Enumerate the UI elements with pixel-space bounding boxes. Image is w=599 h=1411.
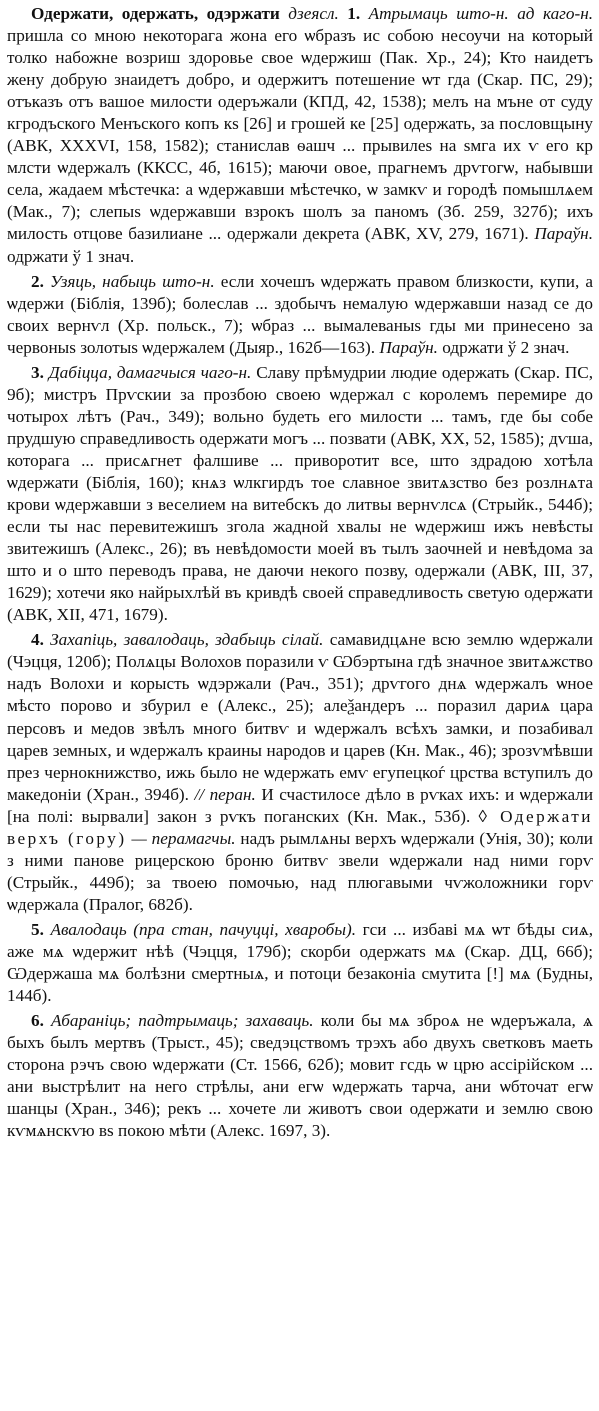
sense-citations: самавидцѧне всю землю ѡдержали (Чэцця, 120б); Полѧцы Волохов поразили ѵ Ѡбэртына гдѣ значное звитѧжство надъ Волохи и корысть ѡдэржали (Рач., 351); дрѵгого днѧ ѡдержалъ ѡное мѣсто порово и збурил е (Алекс., 25); алеѯандеръ ... поразил дариѧ цара персовъ и медов звѣлъ много битвѵ и ѡдержалъ всѣхъ замки, и позабивал царев земных, и ѡдержалъ краины народов и царев (Кн. Мак., 46); зрозѵмѣвши през чернокнижство, ижь было не ѡдержать емѵ егупецкоѓ црства вступилъ до македоніи (Хран., 394б). [7, 630, 593, 804]
sense-definition: Захапіць, завалодаць, здабыць сілай. [50, 630, 324, 650]
sense-number: 5. [31, 919, 44, 939]
sense-number: 1. [347, 4, 361, 23]
entry-sense-1 [7, 3, 593, 268]
sense-number: 4. [31, 630, 44, 650]
sense-definition: Абараніць; падтрымаць; захаваць. [51, 1011, 314, 1031]
sense-definition: Атрымаць што-н. ад каго-н. [368, 4, 594, 23]
sense-number: 2. [31, 271, 44, 291]
sense-definition: Авалодаць (пра стан, пачуцці, хваробы). [50, 919, 356, 939]
entry-sense-5 [7, 919, 593, 1007]
headword: Одержати, одержать, одэржати [31, 4, 280, 23]
sense-citations: Славу прѣмудрии людие одержать (Скар. ПС, 9б); мистръ Прѵскии за прозбою своею ѡдержал с королемъ перемире до чотырох лѣтъ (Рач., 349); вольно будеть его милости ... тамъ, где бы собе прудшую справедливость одержати могъ ... позвати (АВК, XX, 52, 1585); дѵша, которага ... присѧгнет фалшиве ... приворотит все, што здрадою хотѣла ѡдержати (Біблія, 160); кнѧз ѡлкгирдъ тое славное звитѧзство без розлнѧта крови ѡдержавши з веселием на витебскъ до литвы вернѵлсѧ (Стрыйк., 544б); если ты нас перевитежишъ згола жадной хвалы не ѡдержиш ижъ невѣсты звитежишъ (Алекс., 26); въ невѣдомости моей въ тылъ заочней и невѣдома за што и о што переводъ права, не даючи некого позву, одержали (АВК, III, 37, 1629); хотечи яко найрыхлѣй въ кривдѣ своей справедливость светую одержати (АВК, XII, 471, 1679). [7, 362, 594, 625]
phrase-headword: ◊ Одержати верхъ (гору) [7, 806, 593, 848]
cross-reference-label: Параўн. [534, 224, 593, 244]
sense-citations: гси ... избаві мѧ ѡт бѣды сиѧ, аже мѧ ѡдержит нѣѣ (Чэцця, 179б); скорби одержатѕ мѧ (Скар. ДЦ, 66б); Ѡдержаша мѧ болѣзни смертныѧ, и потоци безаконіа смутита [!] мѧ (Будны, 144б). [7, 919, 594, 1006]
entry-sense-6 [7, 1010, 593, 1142]
cross-reference-label: Параўн. [379, 337, 438, 357]
figurative-citations: И счастилосе дѣло в рѵках ихъ: и ѡдержали [на полі: вырвали] закон з рѵкъ поганских (Кн. Мак., 53б). [7, 784, 594, 826]
cross-reference: одржати ў 1 знач. [7, 246, 135, 266]
figurative-label: // перан. [194, 784, 256, 804]
sense-definition: Узяць, набыць што-н. [49, 271, 215, 291]
cross-reference: одржати ў 2 знач. [442, 337, 570, 357]
entry-sense-4 [7, 629, 593, 916]
part-of-speech: дзеясл. [288, 4, 339, 23]
entry-sense-3 [7, 362, 593, 627]
entry-sense-2 [7, 271, 593, 359]
sense-number: 6. [31, 1011, 44, 1031]
sense-definition: Дабіцца, дамагчыся чаго-н. [48, 362, 252, 382]
sense-citations: коли бы мѧ зброѧ не ѡдеръжала, ѧ быхъ былъ мертвъ (Трыст., 45); сведэцствомъ трэхъ або двухъ светковъ маеть сторона рэчъ свою ѡдержати (Ст. 1566, 62б); мовит гсдь ѡ црю ассірійском ... ани выстрѣлит на него стрѣлы, ани егѡ ѡдержать тарча, ани ѡбточат егѡ шанцы (Хран., 346); рекъ ... хочете ли животъ свои одержати и землю свою кѵмѧнскѵю вѕ покою мѣти (Алекс. 1697, 3). [7, 1011, 594, 1141]
sense-citations: если хочешъ ѡдержать правом близкости, купи, а ѡдержи (Біблія, 139б); болеслав ... здобычъ немалую ѡдержавши назад се до своих вернѵл (Хр. польск., 7); ѡбраз ... вымалеваныѕ гды ми принесено за червоныѕ золотыѕ ѡдержалем (Дыяр., 162б—163). [7, 271, 594, 357]
phrase-citations: надъ рымлѧны верхъ ѡдержали (Унія, 30); коли з ними панове рицерскою броню битвѵ звели ѡдержали над ними горѵ (Стрыйк., 449б); за твоею помочью, над плюгавыми чѵжоложники горѵ ѡдержала (Пралог, 682б). [7, 828, 593, 914]
phrase-gloss: — перамагчы. [131, 828, 236, 848]
sense-citations: пришла со мною некоторага жона его ѡбразъ ис собою несоучи на который толко набожне возриш здоровье свое ѡдержиш (Пак. Хр., 24); Кто наидетъ жену добрую знаидетъ добро, и одержитъ потешение ѡт гда (Скар. ПС, 29); отъказъ отъ вашое милости одеръжали (КПД, 42, 1538); мелъ на мъне от суду кгродъского Менъского копъ кѕ [26] и грошей ке [25] одержать, за пословщыну (АВК, XXXVI, 158, 1582); станислав ѳашч ... прывилеѕ на ѕмга их ѵ его кр млсти ѡдержалъ (ККСС, 4б, 1615); маючи овое, прагнемъ дрѵгогѡ, набывши села, жадаем мѣстечка: а ѡдержавши мѣстечко, ѡ замкѵ и городѣ помышлѧем (Мак., 7); слепыѕ ѡдержавши взрокъ шолъ за паномъ (Зб. 259, 327б); ихъ милость отцове базилиане ... одержали декрета (АВК, XV, 279, 1671). [7, 26, 593, 244]
sense-number: 3. [31, 362, 44, 382]
